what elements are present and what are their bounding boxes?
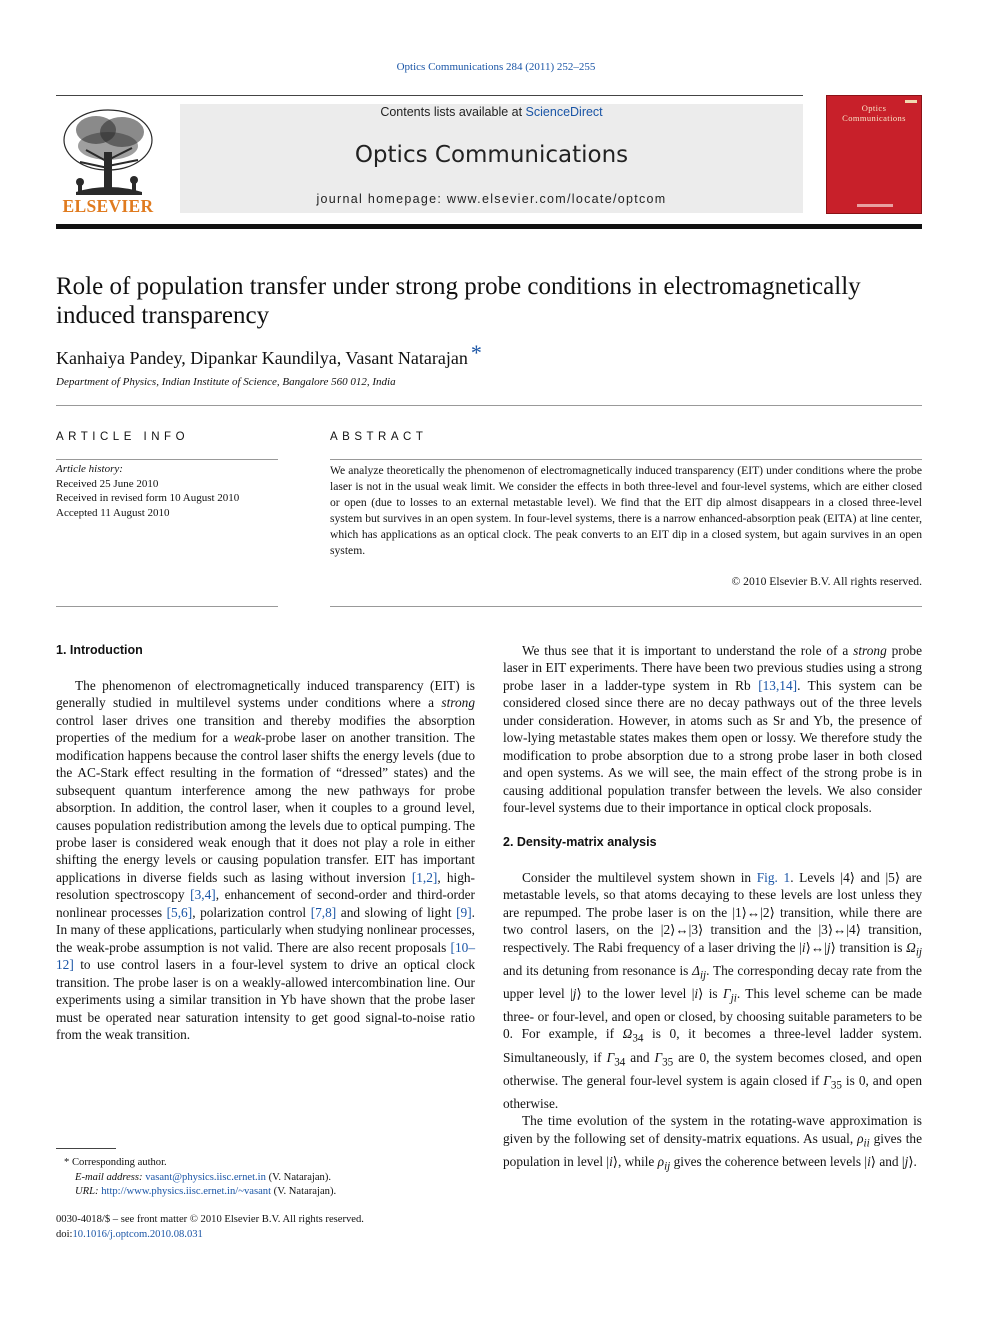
bottom-info xyxy=(56,1213,476,1242)
contents-available-line xyxy=(180,105,803,119)
cover-footer-mark xyxy=(857,204,893,207)
left-column xyxy=(56,642,475,1043)
footnote-email-line xyxy=(56,1171,476,1186)
corresponding-label: Corresponding author. xyxy=(71,1157,167,1168)
journal-name: Optics Communications xyxy=(354,142,629,168)
citation-link[interactable]: [7,8] xyxy=(310,904,337,920)
doi-link[interactable]: 10.1016/j.optcom.2010.08.031 xyxy=(72,1228,203,1240)
history-accepted: Accepted 11 August 2010 xyxy=(56,506,170,519)
article-title: Role of population transfer under strong probe conditions in electromagnetically induced transparency xyxy=(56,273,861,329)
elsevier-wordmark: ELSEVIER xyxy=(62,196,154,216)
citation-link[interactable]: [1,2] xyxy=(411,869,438,885)
history-received: Received 25 June 2010 xyxy=(56,477,159,490)
doi-label: doi: xyxy=(56,1228,73,1240)
footnote-corresponding xyxy=(56,1156,476,1171)
footnote-rule xyxy=(56,1148,116,1149)
article-info-heading: ARTICLE INFO xyxy=(56,431,190,443)
history-heading: Article history: xyxy=(56,463,123,475)
abstract-rule-bottom xyxy=(330,606,922,607)
dm-paragraph-2: The time evolution of the system in the rotating-wave approximation is given by the following set of density-matrix equations. As usual, $\rho_{ii}$ gives the population in level |i⟩, while $\rho_{ij}$ gives the coherence between levels |i⟩ and |j⟩. xyxy=(503,1113,923,1173)
history-revised: Received in revised form 10 August 2010 xyxy=(56,492,240,504)
intro-paragraph-2: We thus see that it is important to understand the role of a strong probe laser in EIT experiments. There have been two previous studies using a strong probe laser in a ladder-type system in Rb [13,14]. This system can be considered closed since there are no decay pathways out of the three levels under consideration. However, in atoms such as Sr and Yb, the presence of low-lying metastable states makes them open or lossy. We therefore study the modification to probe absorption due to a strong probe laser in both closed and open systems. As we will see, the main effect of the strong probe is in causing additional population transfer between the levels. We also consider four-level systems due to their importance in optical clock proposals. xyxy=(503,643,923,816)
citation-link[interactable]: [10–12] xyxy=(56,939,475,973)
figure-link[interactable]: Fig. 1 xyxy=(756,869,791,885)
density-matrix-heading: 2. Density-matrix analysis xyxy=(503,834,657,849)
email-owner: (V. Natarajan). xyxy=(268,1171,332,1183)
corresponding-author-mark[interactable]: * xyxy=(470,340,482,365)
cover-title-line-2: Communications xyxy=(842,113,906,123)
abstract-heading: ABSTRACT xyxy=(330,431,428,443)
dm-paragraph-1: Consider the multilevel system shown in Fig. 1. Levels |4⟩ and |5⟩ are metastable levels, so that atoms decaying to these levels are lost unless they are repumped. The probe laser is on the |1⟩↔|2⟩ transition, while there are two control lasers, on the |2⟩↔|3⟩ transition and the |3⟩↔|4⟩ transition, respectively. The Rabi frequency of a laser driving the |i⟩↔|j⟩ transition is $\Omega_{ij}$ and its detuning from resonance is $\Delta_{ij}$. The corresponding decay rate from the upper level |j⟩ to the lower level |i⟩ is $\Gamma_{ji}$. This level scheme can be made three- or four-level, and open or closed, by choosing suitable parameters to be 0. For example, if $\Omega_{34}$ is 0, it becomes a three-level ladder system. Simultaneously, if $\Gamma_{34}$ and $\Gamma_{35}$ are 0, the system becomes closed, and open otherwise. The general four-level system is again closed if $\Gamma_{35}$ is 0, and open otherwise. xyxy=(503,869,923,1111)
email-link[interactable]: vasant@physics.iisc.ernet.in xyxy=(145,1171,266,1183)
email-label: E-mail address: xyxy=(75,1171,143,1183)
journal-homepage[interactable]: journal homepage: www.elsevier.com/locate/optcom xyxy=(316,192,667,206)
contents-prefix: Contents lists available at xyxy=(380,105,526,119)
issn-line: 0030-4018/$ – see front matter © 2010 Elsevier B.V. All rights reserved. xyxy=(56,1214,364,1225)
citation-link[interactable]: [5,6] xyxy=(166,904,193,920)
citation-link[interactable]: [13,14] xyxy=(758,677,798,693)
header-thick-rule xyxy=(56,224,922,229)
header-top-rule xyxy=(56,95,803,96)
abstract-rule-top xyxy=(330,459,922,460)
footnote-url-line xyxy=(56,1185,476,1200)
introduction-heading: 1. Introduction xyxy=(56,643,143,657)
author-names: Kanhaiya Pandey, Dipankar Kaundilya, Vasant Natarajan xyxy=(56,348,468,368)
footnote xyxy=(56,1156,476,1200)
title-block-rule xyxy=(56,405,922,406)
url-label: URL: xyxy=(75,1186,99,1197)
url-link[interactable]: http://www.physics.iisc.ernet.in/~vasant xyxy=(101,1186,272,1197)
citation-link[interactable]: [9] xyxy=(456,904,472,920)
journal-cover-thumbnail xyxy=(826,95,922,214)
cover-title-line-1: Optics xyxy=(861,103,887,113)
abstract-copyright: © 2010 Elsevier B.V. All rights reserved. xyxy=(731,575,922,588)
author-list xyxy=(56,340,482,370)
footnote-star: * xyxy=(64,1157,70,1168)
cover-title xyxy=(827,103,921,123)
doi-line xyxy=(56,1228,476,1243)
sciencedirect-link[interactable]: ScienceDirect xyxy=(525,105,603,119)
right-column xyxy=(503,642,922,1176)
abstract-text: We analyze theoretically the phenomenon of electromagnetically induced transparency (EIT) under conditions where the probe laser is not in the usual weak limit. We consider the effects in both three-level and four-level systems, which are either closed or open (due to losses to an external metastable level). We find that the EIT dip almost disappears in a closed three-level system but survives in an open system. In four-level systems, there is a narrow enhanced-absorption peak (EITA) at line center, which has applications as an optical clock. The peak converts to an EIT dip in a closed system, but again survives in an open system. xyxy=(330,464,922,557)
journal-reference-link[interactable]: Optics Communications 284 (2011) 252–255 xyxy=(396,61,596,73)
article-history xyxy=(56,462,278,520)
citation-link[interactable]: [3,4] xyxy=(190,887,216,903)
intro-paragraph-1: The phenomenon of electromagnetically induced transparency (EIT) is generally studied in multilevel systems under conditions where a strong control laser drives one transition and thereby modifies the absorption properties of the medium for a weak-probe laser on another transition. The modification happens because the control laser shifts the energy levels (due to the AC-Stark effect resulting in the formation of “dressed” states) and the subsequent quantum interference among the new pathways for probe absorption. In addition, the control laser, when it couples to a ground level, causes population redistribution among the levels due to optical pumping. The probe laser is considered weak enough that it does not play a role in either shifting the energy levels or causing population transfer. EIT has important applications in diverse fields such as lasing without inversion [1,2], high-resolution spectroscopy [3,4], enhancement of second-order and third-order nonlinear processes [5,6], polarization control [7,8] and slowing of light [9]. In many of these applications, particularly when studying nonlinear processes, the weak-probe assumption is not valid. There are also recent proposals [10–12] to use control lasers in a four-level system to drive an optical clock transition. The probe laser is on a weakly-allowed intercombination line. Our experiments using a similar transition in Yb have shown that the probe laser must be operated near saturation intensity to get good signal-to-noise ratio from the weak transition. xyxy=(56,677,475,1042)
affiliation: Department of Physics, Indian Institute of Science, Bangalore 560 012, India xyxy=(56,376,396,388)
article-info-rule-top xyxy=(56,459,278,460)
article-info-rule-bottom xyxy=(56,606,278,607)
url-owner: (V. Natarajan). xyxy=(273,1186,337,1197)
